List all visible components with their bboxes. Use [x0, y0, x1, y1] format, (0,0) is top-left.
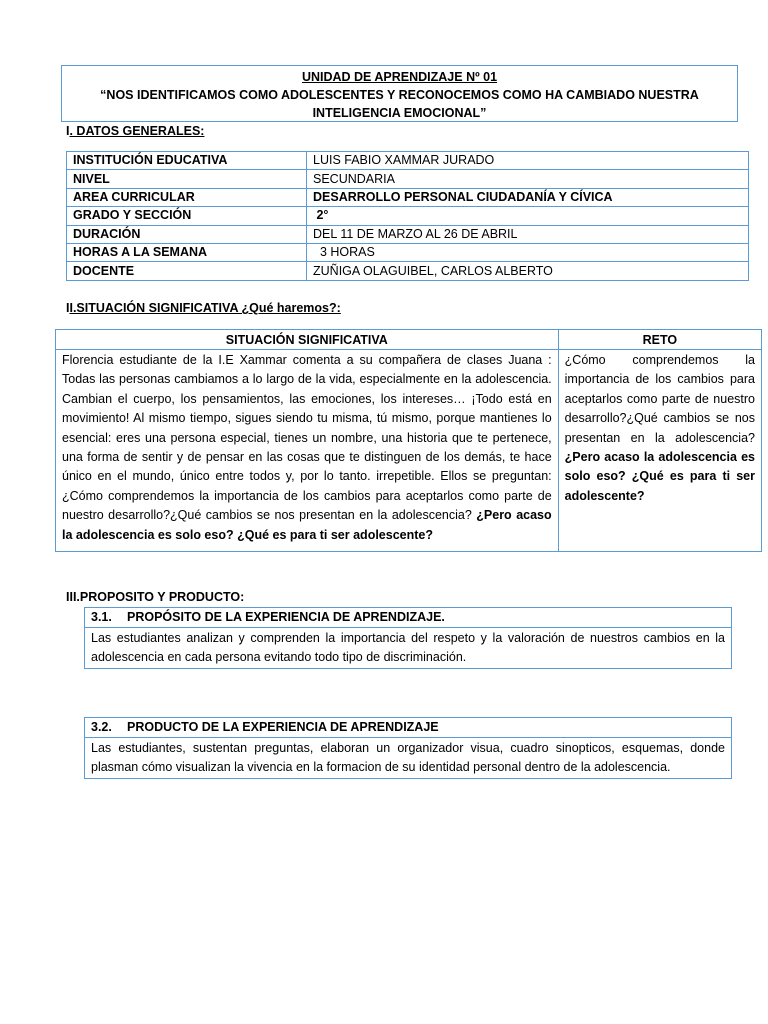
datos-row — [67, 243, 749, 261]
section-label: . DATOS GENERALES: — [69, 124, 205, 138]
producto-heading — [85, 718, 731, 738]
proposito-body: Las estudiantes analizan y comprenden la importancia del respeto y la valoración de nuestros cambios en la adolescencia en cada persona evitando todo tipo de discriminación. — [91, 631, 725, 664]
reto-header: RETO — [558, 330, 761, 350]
situacion-header: SITUACIÓN SIGNIFICATIVA — [56, 330, 559, 350]
producto-number: 3.2. — [91, 720, 112, 734]
datos-key: DOCENTE — [67, 262, 307, 280]
datos-row — [67, 262, 749, 280]
datos-key: DURACIÓN — [67, 225, 307, 243]
reto-text-bold: ¿Pero acaso la adolescencia es solo eso? ¿Qué es para ti ser adolescente? — [564, 450, 755, 503]
datos-value: 3 HORAS — [307, 243, 749, 261]
unit-title-box — [61, 65, 738, 122]
reto-text: ¿Cómo comprendemos la importancia de los cambios para aceptarlos como parte de nuestro desarrollo?¿Qué cambios se nos presentan en la adolescencia? — [564, 353, 755, 445]
unit-title-line1: UNIDAD DE APRENDIZAJE Nº 01 — [301, 70, 498, 84]
proposito-box — [84, 607, 732, 669]
unit-title-line3: INTELIGENCIA EMOCIONAL” — [312, 106, 487, 120]
datos-row — [67, 188, 749, 206]
proposito-number: 3.1. — [91, 610, 112, 624]
situacion-text-bold: ¿Pero acaso la adolescencia es solo eso? ¿Qué es para ti ser adolescente? — [62, 508, 552, 542]
producto-body: Las estudiantes, sustentan preguntas, elaboran un organizador visua, cuadro sinopticos, esquemas, donde plasman cómo visualizan la vivencia en la formacion de su identidad personal dentro de la adolescencia. — [91, 741, 725, 774]
datos-key: NIVEL — [67, 170, 307, 188]
datos-key: HORAS A LA SEMANA — [67, 243, 307, 261]
datos-value: DEL 11 DE MARZO AL 26 DE ABRIL — [307, 225, 749, 243]
datos-value: LUIS FABIO XAMMAR JURADO — [307, 152, 749, 170]
producto-box — [84, 717, 732, 779]
datos-value: DESARROLLO PERSONAL CIUDADANÍA Y CÍVICA — [307, 188, 749, 206]
section-proposito-heading: III.PROPOSITO Y PRODUCTO: — [66, 590, 245, 604]
datos-value: 2° — [307, 207, 749, 225]
datos-row — [67, 170, 749, 188]
datos-key: INSTITUCIÓN EDUCATIVA — [67, 152, 307, 170]
proposito-heading — [85, 608, 731, 628]
reto-text-cell — [558, 350, 761, 552]
datos-value: ZUÑIGA OLAGUIBEL, CARLOS ALBERTO — [307, 262, 749, 280]
section-roman: I — [66, 124, 70, 138]
proposito-title: PROPÓSITO DE LA EXPERIENCIA DE APRENDIZAJE. — [127, 610, 445, 624]
section-datos-generales-heading — [66, 124, 204, 138]
situacion-table — [55, 329, 762, 552]
section-label: I.SITUACIÓN SIGNIFICATIVA ¿Qué haremos?: — [69, 301, 341, 315]
datos-key: AREA CURRICULAR — [67, 188, 307, 206]
datos-row — [67, 207, 749, 225]
producto-title: PRODUCTO DE LA EXPERIENCIA DE APRENDIZAJE — [127, 720, 439, 734]
section-situacion-heading — [66, 301, 341, 315]
datos-key: GRADO Y SECCIÓN — [67, 207, 307, 225]
datos-value: SECUNDARIA — [307, 170, 749, 188]
datos-row — [67, 225, 749, 243]
datos-row — [67, 152, 749, 170]
situacion-text: Florencia estudiante de la I.E Xammar comenta a su compañera de clases Juana : Todas las personas cambiamos a lo largo de la vida, especialmente en la adolescencia. Cambian el cuerpo, los pensamientos, las emociones, los intereses… ¡Todo está en movimiento! Al mismo tiempo, sigues siendo tu misma, tú mismo, porque mantienes lo esencial: eres una persona especial, tienes un nombre, una historia que te pertenece, una forma de sentir y de pensar en las cosas que te distinguen de los demás, te hace único en el mundo, único entre todos y, por lo tanto. irrepetible. Ellos se preguntan: ¿Cómo comprendemos la importancia de los cambios para aceptarlos como parte de nuestro desarrollo?¿Qué cambios se nos presentan en la adolescencia? — [62, 353, 552, 523]
situacion-text-cell — [56, 350, 559, 552]
section-roman: I — [66, 301, 70, 315]
unit-title-line2: “NOS IDENTIFICAMOS COMO ADOLESCENTES Y RECONOCEMOS COMO HA CAMBIADO NUESTRA — [100, 88, 699, 102]
datos-generales-table — [66, 151, 749, 281]
